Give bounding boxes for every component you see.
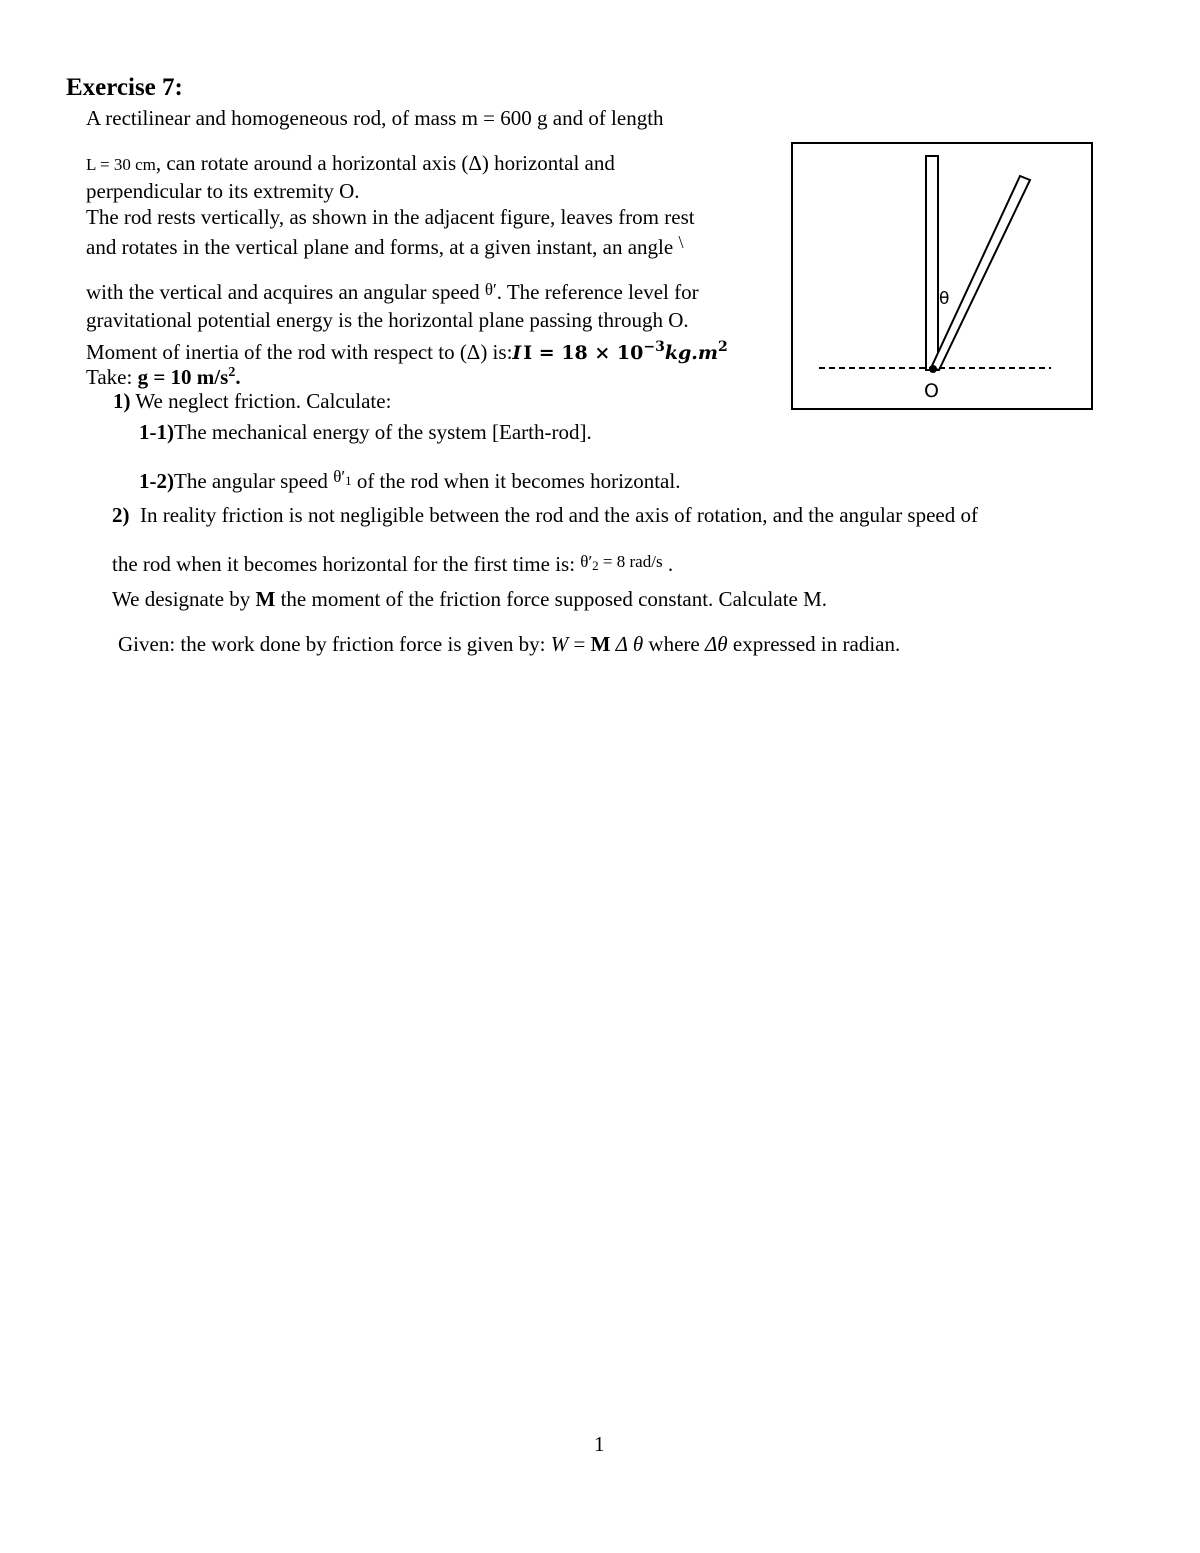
page-number: 1	[594, 1432, 605, 1456]
inertia-line: Moment of inertia of the rod with respect to (Δ) is:I $I = 18 \times 10^{-3}kg.m^2$	[86, 339, 728, 364]
origin-label: O	[924, 380, 939, 402]
rod-figure	[791, 142, 1093, 410]
theta1-symbol: $\theta'_1$	[333, 467, 352, 488]
intro-line-2: L = 30 cm, can rotate around a horizontal axis (Δ) horizontal and	[86, 151, 615, 175]
question-1-1: 1-1)The mechanical energy of the system [Earth-rod].	[139, 420, 592, 444]
intro-line-7: gravitational potential energy is the horizontal plane passing through O.	[86, 308, 689, 332]
given-line: Given: the work done by friction force is given by: W = M Δ θ where Δθ expressed in radian.	[118, 632, 901, 656]
question-1-2: 1-2)The angular speed $\theta'_1$ of the rod when it becomes horizontal.	[139, 468, 680, 500]
intro-line-3: perpendicular to its extremity O.	[86, 179, 360, 203]
intro-line-4: The rod rests vertically, as shown in the adjacent figure, leaves from rest	[86, 205, 695, 229]
g-value: g = 10 $m/s^2$.	[137, 365, 241, 389]
intro-line-5: and rotates in the vertical plane and forms, at a given instant, an angle \	[86, 234, 683, 261]
question-1: 1) We neglect friction. Calculate:	[113, 389, 392, 413]
length-value: L = 30 cm	[86, 155, 156, 174]
inertia-value: I = 18 × 10	[523, 342, 644, 364]
exercise-title: Exercise 7:	[66, 74, 183, 101]
theta2-value: $\theta'_2 = 8$ rad/s	[580, 552, 663, 573]
question-2: 2) In reality friction is not negligible between the rod and the axis of rotation, and the angular speed of	[112, 503, 978, 527]
inclined-rod	[931, 176, 1030, 370]
angular-speed-symbol: θ′	[484, 280, 497, 299]
pivot-point	[929, 365, 937, 373]
question-2-line-2: the rod when it becomes horizontal for the first time is: $\theta'_2 = 8$ rad/s .	[112, 551, 673, 583]
intro-line-1: A rectilinear and homogeneous rod, of mass m = 600 g and of length	[86, 106, 664, 130]
theta-label: θ	[939, 289, 950, 309]
intro-line-6: with the vertical and acquires an angular speed θ′. The reference level for	[86, 279, 699, 307]
angle-symbol: \	[678, 232, 684, 252]
question-2-line-3: We designate by M the moment of the friction force supposed constant. Calculate M.	[112, 587, 828, 611]
vertical-rod	[926, 156, 938, 370]
rod-diagram	[793, 144, 1095, 412]
take-line: Take: g = 10 $m/s^2$.	[86, 365, 241, 389]
